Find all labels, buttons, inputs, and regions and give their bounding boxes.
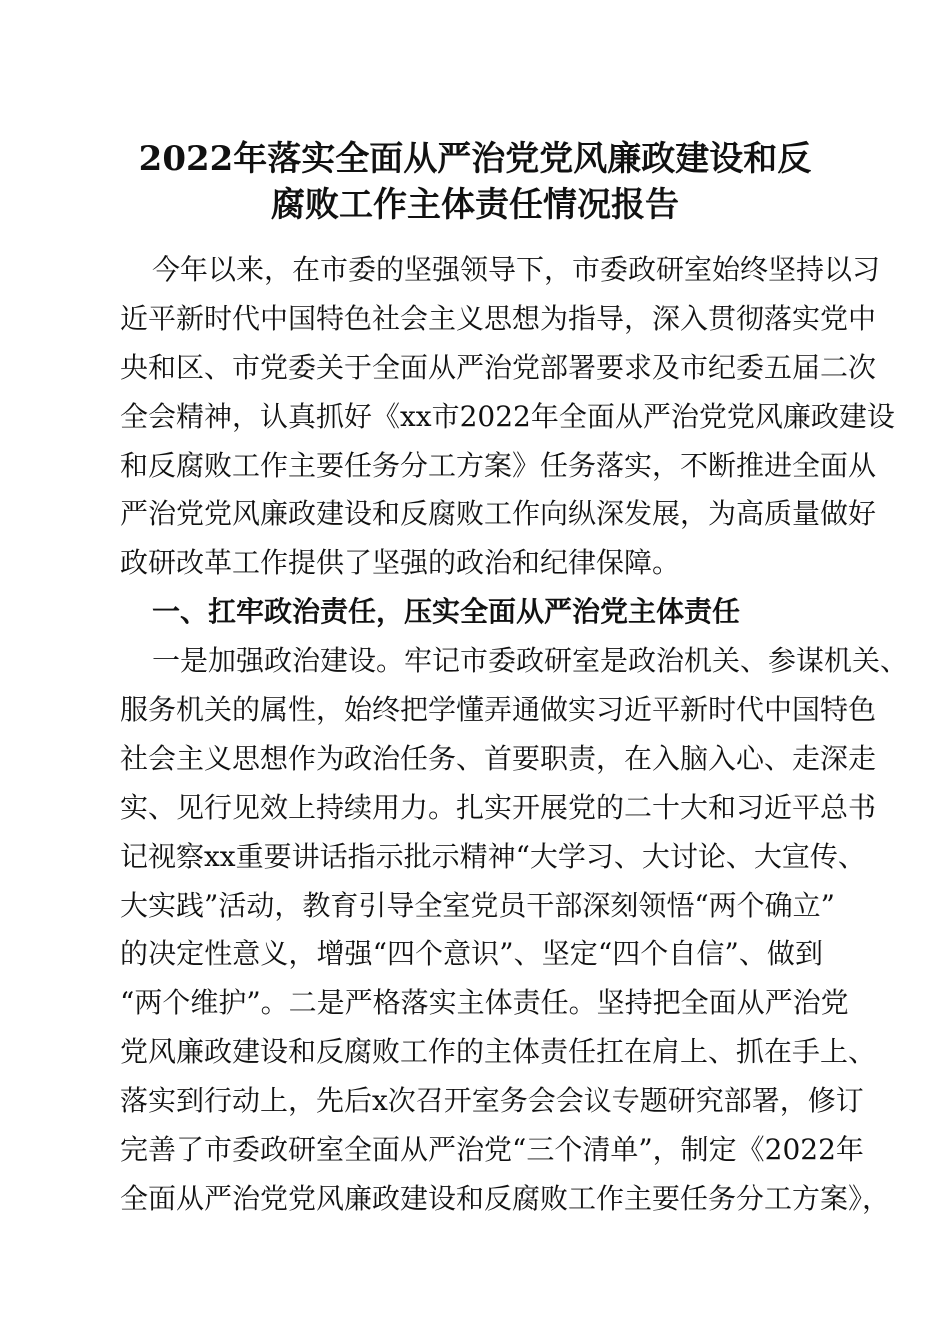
body-line: 全面从严治党党风廉政建设和反腐败工作主要任务分工方案》， [120,1181,891,1215]
section-heading: 一、扛牢政治责任，压实全面从严治党主体责任 [152,595,741,629]
body-line: 央和区、市党委关于全面从严治党部署要求及市纪委五届二次 [120,350,877,384]
body-line: 落实到行动上，先后x次召开室务会会议专题研究部署，修订 [120,1084,864,1118]
document-body [120,246,909,1224]
body-line: 和反腐败工作主要任务分工方案》任务落实，不断推进全面从 [120,448,877,482]
body-line: 全会精神，认真抓好《xx市2022年全面从严治党党风廉政建设 [120,399,895,433]
body-line: 近平新时代中国特色社会主义思想为指导，深入贯彻落实党中 [120,301,877,335]
body-line: “两个维护”。二是严格落实主体责任。坚持把全面从严治党 [120,986,849,1020]
body-line: 今年以来，在市委的坚强领导下，市委政研室始终坚持以习 [152,253,881,286]
body-line: 政研改革工作提供了坚强的政治和纪律保障。 [120,546,681,580]
body-line: 党风廉政建设和反腐败工作的主体责任扛在肩上、抓在手上、 [120,1035,877,1069]
body-line [120,637,909,686]
title-line: 腐败工作主体责任情况报告 [271,185,679,225]
paragraph-lead: 一是加强政治建设。 [152,644,405,678]
body-line-text: 牢记市委政研室是政治机关、参谋机关、 [404,644,909,678]
body-line: 社会主义思想作为政治任务、首要职责，在入脑入心、走深走 [120,741,877,775]
body-line: 服务机关的属性，始终把学懂弄通做实习近平新时代中国特色 [120,693,877,727]
body-line: 完善了市委政研室全面从严治党“三个清单”，制定《2022年 [120,1133,864,1167]
body-line: 记视察xx重要讲话指示批示精神“大学习、大讨论、大宣传、 [120,839,866,873]
title-line: 2022年落实全面从严治党党风廉政建设和反 [138,139,812,179]
body-line: 大实践”活动，教育引导全室党员干部深刻领悟“两个确立” [120,888,835,922]
body-line: 严治党党风廉政建设和反腐败工作向纵深发展，为高质量做好 [120,497,877,531]
document-title [0,136,950,228]
body-line: 实、见行见效上持续用力。扎实开展党的二十大和习近平总书 [120,790,877,824]
body-line: 的决定性意义，增强“四个意识”、坚定“四个自信”、做到 [120,937,823,971]
